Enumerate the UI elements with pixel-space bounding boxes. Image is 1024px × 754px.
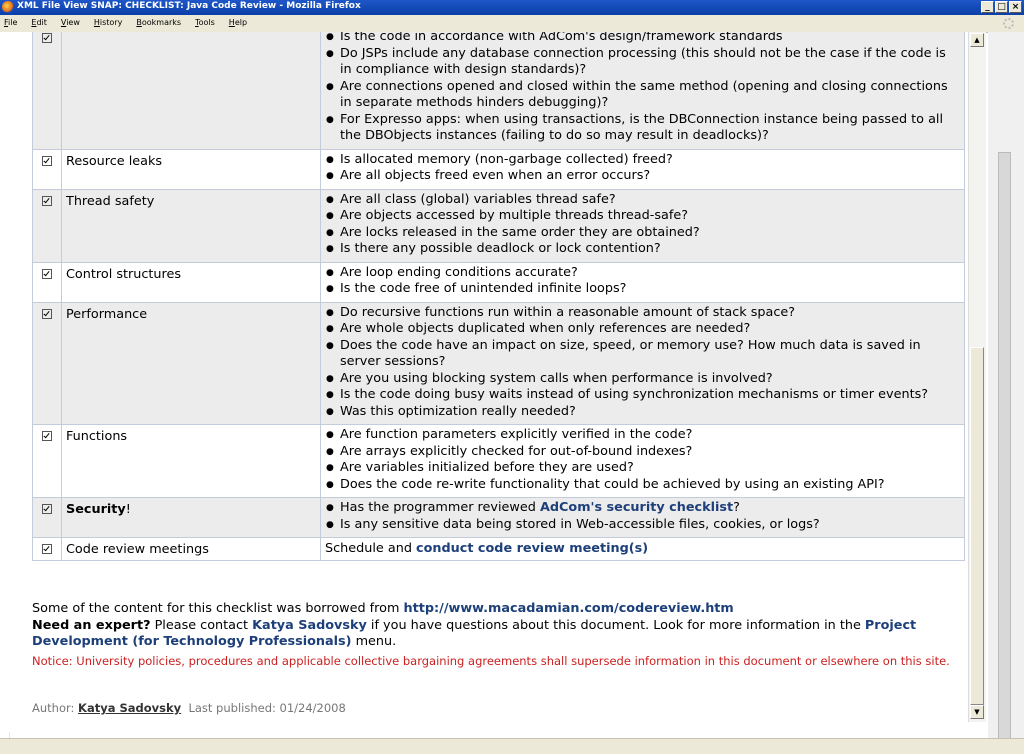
status-bar: [0, 738, 1024, 754]
list-item: ● For Expresso apps: when using transactions, is the DBConnection instance being passed to all the DBObjects instances (failing to do so may result in deadlocks)?: [325, 112, 960, 145]
topic-cell: [62, 498, 321, 538]
window-titlebar[interactable]: [0, 0, 1024, 15]
throbber-icon: [1003, 18, 1014, 29]
conduct-meeting-link[interactable]: conduct code review meeting(s): [416, 541, 649, 556]
list-item: ● Is any sensitive data being stored in Web-accessible files, cookies, or logs?: [325, 517, 960, 534]
menu-edit[interactable]: Edit: [31, 18, 47, 27]
list-item: ● Are function parameters explicitly verified in the code?: [325, 427, 960, 444]
check-icon: [42, 156, 52, 166]
contact-link[interactable]: Katya Sadovsky: [252, 618, 367, 633]
scroll-down-icon[interactable]: ▼: [970, 705, 984, 719]
author-line: Author: Katya Sadovsky Last published: 01/24/2008: [32, 701, 346, 715]
menu-file[interactable]: File: [4, 18, 18, 27]
macadamian-link[interactable]: http://www.macadamian.com/codereview.htm: [403, 601, 734, 616]
table-row: [33, 32, 965, 149]
table-row: [33, 262, 965, 302]
menu-view[interactable]: View: [60, 18, 80, 27]
minimize-button[interactable]: _: [981, 1, 994, 13]
list-item: ● Are you using blocking system calls when performance is involved?: [325, 371, 960, 388]
table-row: [33, 189, 965, 262]
expert-note: Need an expert? Please contact Katya Sadovsky if you have questions about this document. Look for more information in the Project Development (for Technology Professionals) menu.: [32, 618, 917, 649]
questions-cell: [321, 262, 965, 302]
list-item: ● Is there any possible deadlock or lock contention?: [325, 241, 960, 258]
questions-cell: [321, 302, 965, 425]
list-item: ● Are all class (global) variables thread safe?: [325, 192, 960, 209]
check-icon: [42, 431, 52, 441]
menu-tools[interactable]: Tools: [195, 18, 215, 27]
check-icon: [42, 33, 52, 43]
list-item: ● Are objects accessed by multiple threads thread-safe?: [325, 208, 960, 225]
published-date: 01/24/2008: [279, 701, 346, 715]
table-row: [33, 302, 965, 425]
window-controls: [981, 1, 1022, 13]
menu-help[interactable]: Help: [228, 18, 248, 27]
author-link[interactable]: Katya Sadovsky: [78, 701, 182, 715]
notice-text: Notice: University policies, procedures and applicable collective bargaining agreements shall supersede information in this document or elsewhere on this site.: [32, 654, 950, 668]
list-item: ● Are arrays explicitly checked for out-of-bound indexes?: [325, 444, 960, 461]
maximize-button[interactable]: □: [995, 1, 1008, 13]
scroll-thumb[interactable]: [970, 347, 984, 705]
outer-scrollbar[interactable]: [988, 32, 1024, 738]
list-item: ● Are loop ending conditions accurate?: [325, 265, 960, 282]
topic-cell: Control structures: [62, 262, 321, 302]
page-scrollbar[interactable]: [968, 32, 986, 722]
list-item: ● Are all objects freed even when an error occurs?: [325, 168, 960, 185]
check-icon: [42, 544, 52, 554]
topic-cell: Resource leaks: [62, 149, 321, 189]
check-icon: [42, 309, 52, 319]
list-item: ● Does the code have an impact on size, speed, or memory use? How much data is saved in server sessions?: [325, 338, 960, 371]
topic-label-bold: Security: [66, 502, 126, 517]
project-development-link[interactable]: Project Development (for Technology Professionals): [32, 618, 917, 649]
check-icon: [42, 504, 52, 514]
table-row: [33, 498, 965, 538]
questions-cell: [321, 32, 965, 149]
table-row: [33, 538, 965, 561]
list-item: ● Do recursive functions run within a reasonable amount of stack space?: [325, 305, 960, 322]
topic-cell: Performance: [62, 302, 321, 425]
scroll-up-icon[interactable]: ▲: [970, 33, 984, 47]
topic-cell: Functions: [62, 425, 321, 498]
topic-label-suffix: !: [125, 502, 131, 517]
security-checklist-link[interactable]: AdCom's security checklist: [539, 500, 734, 515]
menu-history[interactable]: History: [93, 18, 123, 27]
questions-cell: Schedule and conduct code review meeting(s): [321, 538, 965, 561]
list-item: ● Was this optimization really needed?: [325, 404, 960, 421]
list-item: ● Does the code re-write functionality that could be achieved by using an existing API?: [325, 477, 960, 494]
questions-cell: [321, 498, 965, 538]
check-icon: [42, 269, 52, 279]
topic-cell: Code review meetings: [62, 538, 321, 561]
list-item: ● Are variables initialized before they are used?: [325, 460, 960, 477]
questions-cell: [321, 149, 965, 189]
list-item: ● Is the code in accordance with AdCom's design/framework standards: [325, 32, 960, 46]
close-button[interactable]: ×: [1009, 1, 1022, 13]
checklist-table: [32, 32, 965, 561]
list-item: ● Is the code free of unintended infinite loops?: [325, 281, 960, 298]
firefox-icon: [2, 1, 14, 13]
window-title: XML File View SNAP: CHECKLIST: Java Code Review - Mozilla Firefox: [17, 1, 361, 11]
topic-cell: [62, 32, 321, 149]
menu-bookmarks[interactable]: Bookmarks: [136, 18, 182, 27]
list-item: ● Are connections opened and closed within the same method (opening and closing connections in separate methods hinders debugging)?: [325, 79, 960, 112]
outer-scroll-thumb[interactable]: [998, 152, 1011, 752]
table-row: [33, 425, 965, 498]
list-item: ● Is allocated memory (non-garbage collected) freed?: [325, 152, 960, 169]
list-item: ● Do JSPs include any database connection processing (this should not be the case if the code is in compliance with design standards)?: [325, 46, 960, 79]
borrowed-note: Some of the content for this checklist was borrowed from http://www.macadamian.com/codereview.htm: [32, 601, 734, 616]
menu-bar: [0, 15, 1024, 33]
questions-cell: [321, 425, 965, 498]
list-item: ● Is the code doing busy waits instead of using synchronization mechanisms or timer events?: [325, 387, 960, 404]
list-item: ● Are locks released in the same order they are obtained?: [325, 225, 960, 242]
table-row: [33, 149, 965, 189]
topic-cell: Thread safety: [62, 189, 321, 262]
questions-cell: [321, 189, 965, 262]
list-item: ● Has the programmer reviewed AdCom's security checklist?: [325, 500, 960, 517]
check-icon: [42, 196, 52, 206]
list-item: ● Are whole objects duplicated when only references are needed?: [325, 321, 960, 338]
